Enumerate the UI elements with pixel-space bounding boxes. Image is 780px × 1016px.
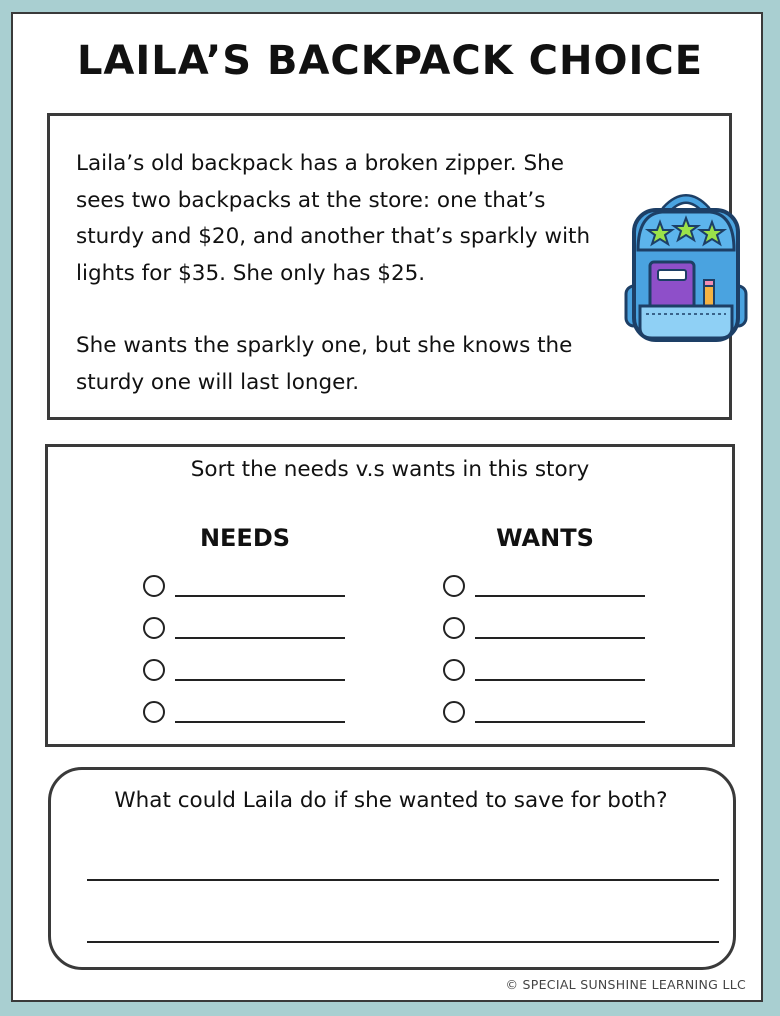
needs-entry-2[interactable] <box>143 613 348 655</box>
answer-blank[interactable] <box>475 679 645 681</box>
story-paragraph-2: She wants the sparkly one, but she knows the sturdy one will last longer. <box>76 333 573 395</box>
needs-entry-4[interactable] <box>143 697 348 739</box>
answer-blank[interactable] <box>475 637 645 639</box>
needs-wants-sort-box <box>45 444 735 747</box>
answer-blank[interactable] <box>175 595 345 597</box>
answer-blank[interactable] <box>475 721 645 723</box>
backpack-icon <box>622 188 750 348</box>
page-title: LAILA’S BACKPACK CHOICE <box>76 38 704 84</box>
wants-list <box>443 571 648 739</box>
wants-entry-2[interactable] <box>443 613 648 655</box>
checkbox-circle[interactable] <box>443 575 465 597</box>
question-box <box>48 767 736 970</box>
answer-line[interactable] <box>87 941 719 943</box>
wants-entry-4[interactable] <box>443 697 648 739</box>
checkbox-circle[interactable] <box>143 659 165 681</box>
answer-blank[interactable] <box>175 721 345 723</box>
wants-entry-1[interactable] <box>443 571 648 613</box>
wants-entry-3[interactable] <box>443 655 648 697</box>
wants-heading: WANTS <box>496 524 594 552</box>
answer-line[interactable] <box>87 879 719 881</box>
answer-blank[interactable] <box>175 637 345 639</box>
question-text: What could Laila do if she wanted to save for both? <box>114 788 668 813</box>
sort-prompt: Sort the needs v.s wants in this story <box>190 457 590 482</box>
checkbox-circle[interactable] <box>143 701 165 723</box>
story-box <box>47 113 732 420</box>
needs-heading: NEEDS <box>199 524 291 552</box>
checkbox-circle[interactable] <box>443 701 465 723</box>
story-text <box>76 146 616 401</box>
answer-blank[interactable] <box>475 595 645 597</box>
checkbox-circle[interactable] <box>143 575 165 597</box>
needs-entry-1[interactable] <box>143 571 348 613</box>
needs-entry-3[interactable] <box>143 655 348 697</box>
story-paragraph-1: Laila’s old backpack has a broken zipper. She sees two backpacks at the store: one that’s sturdy and $20, and another that’s sparkly with lights for $35. She only has $25. <box>76 151 591 286</box>
copyright-notice: © SPECIAL SUNSHINE LEARNING LLC <box>505 977 746 992</box>
checkbox-circle[interactable] <box>443 659 465 681</box>
answer-blank[interactable] <box>175 679 345 681</box>
needs-list <box>143 571 348 739</box>
checkbox-circle[interactable] <box>143 617 165 639</box>
checkbox-circle[interactable] <box>443 617 465 639</box>
